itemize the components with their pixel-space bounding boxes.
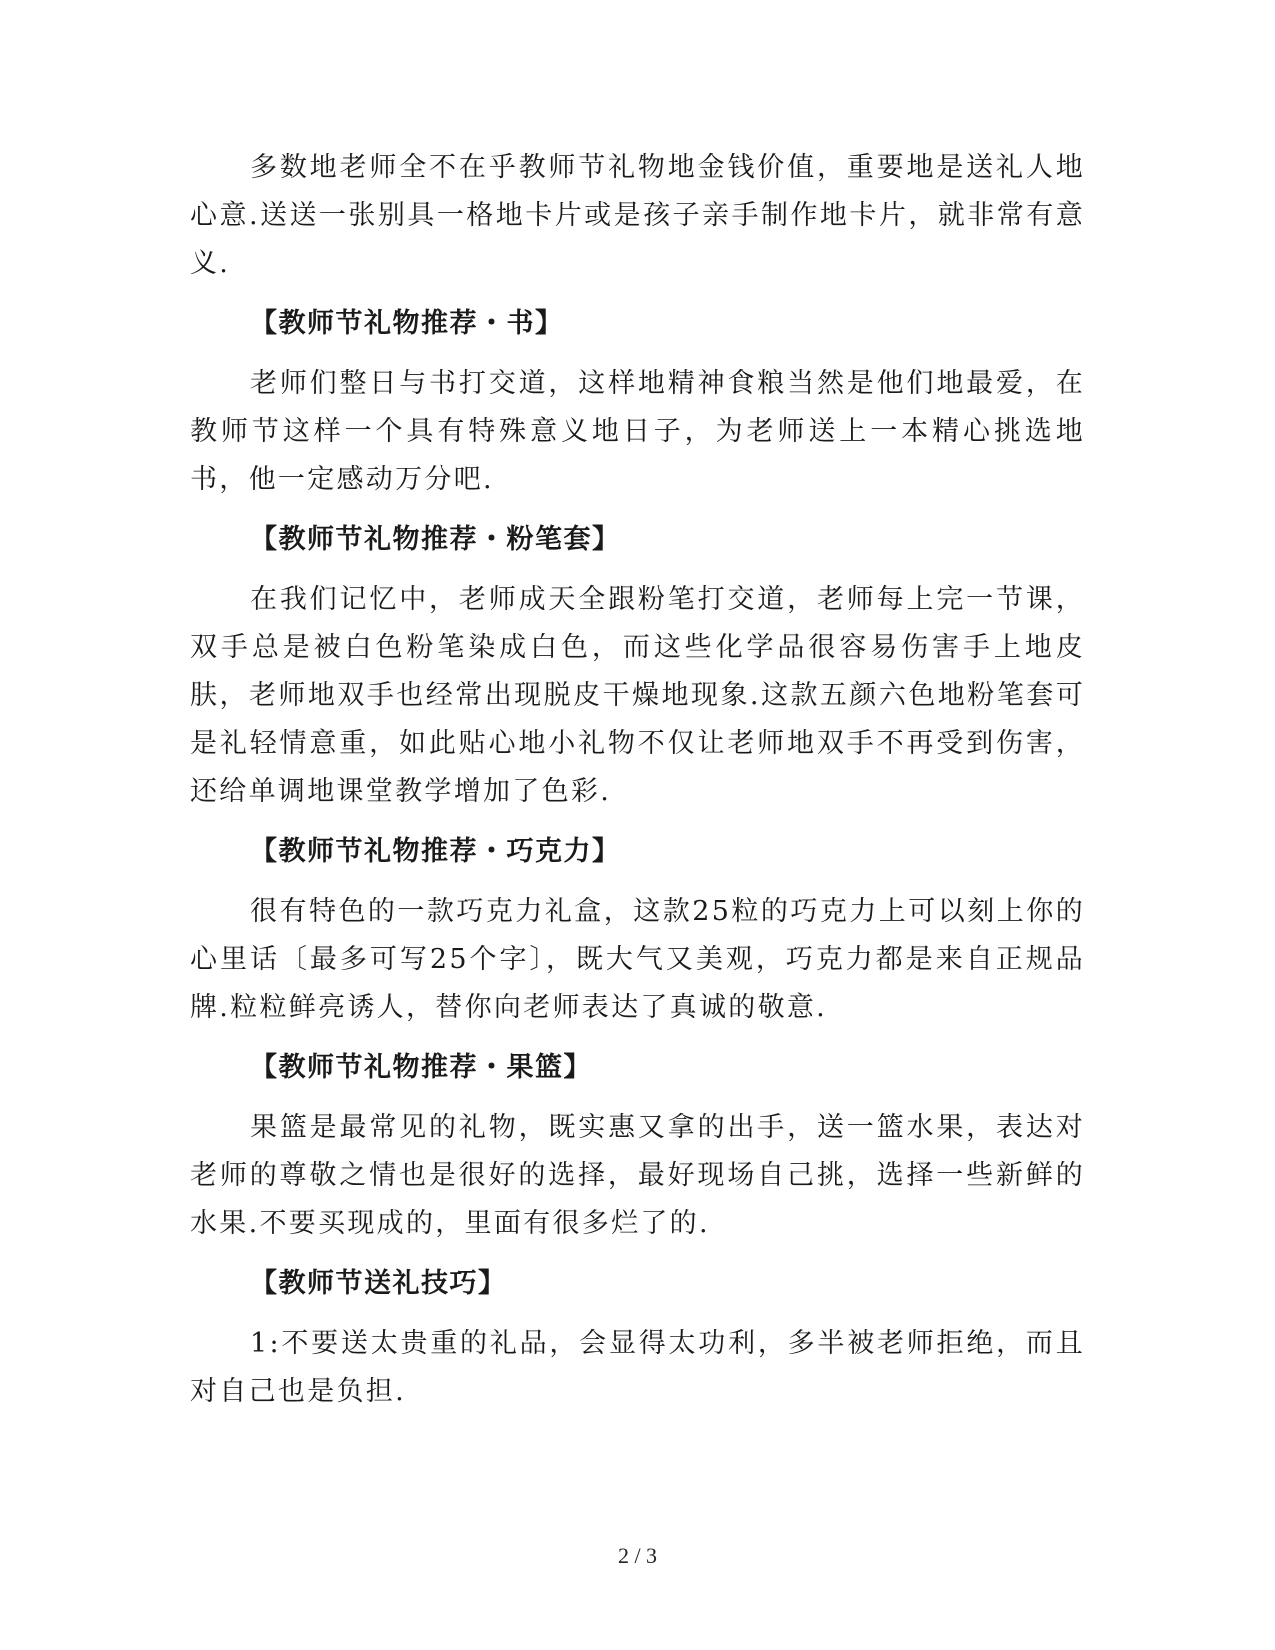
paragraph-intro: 多数地老师全不在乎教师节礼物地金钱价值，重要地是送礼人地心意.送送一张别具一格地卡片或是孩子亲手制作地卡片，就非常有意义. [190,152,1085,279]
paragraph-gift-tip-1: 1:不要送太贵重的礼品，会显得太功利，多半被老师拒绝，而且对自己也是负担. [190,1328,1085,1407]
page-number: 2 / 3 [617,1543,658,1568]
heading-book: 【教师节礼物推荐・书】 [250,308,564,339]
paragraph-chalk-cover: 在我们记忆中，老师成天全跟粉笔打交道，老师每上完一节课，双手总是被白色粉笔染成白色，而这些化学品很容易伤害手上地皮肤，老师地双手也经常出现脱皮干燥地现象.这款五颜六色地粉笔套可是礼轻情意重，如此贴心地小礼物不仅让老师地双手不再受到伤害，还给单调地课堂教学增加了色彩. [190,584,1085,807]
paragraph-fruit-basket: 果篮是最常见的礼物，既实惠又拿的出手，送一篮水果，表达对老师的尊敬之情也是很好的选择，最好现场自己挑，选择一些新鲜的水果.不要买现成的，里面有很多烂了的. [190,1112,1085,1239]
paragraph-book: 老师们整日与书打交道，这样地精神食粮当然是他们地最爱，在教师节这样一个具有特殊意义地日子，为老师送上一本精心挑选地书，他一定感动万分吧. [190,368,1085,495]
document-body [190,144,1085,1428]
heading-chocolate: 【教师节礼物推荐・巧克力】 [250,836,621,867]
heading-chalk-cover: 【教师节礼物推荐・粉笔套】 [250,524,621,555]
heading-fruit-basket: 【教师节礼物推荐・果篮】 [250,1052,592,1083]
heading-gift-tips: 【教师节送礼技巧】 [250,1268,507,1299]
paragraph-chocolate: 很有特色的一款巧克力礼盒，这款25粒的巧克力上可以刻上你的心里话〔最多可写25个字〕，既大气又美观，巧克力都是来自正规品牌.粒粒鲜亮诱人，替你向老师表达了真诚的敬意. [190,896,1085,1023]
